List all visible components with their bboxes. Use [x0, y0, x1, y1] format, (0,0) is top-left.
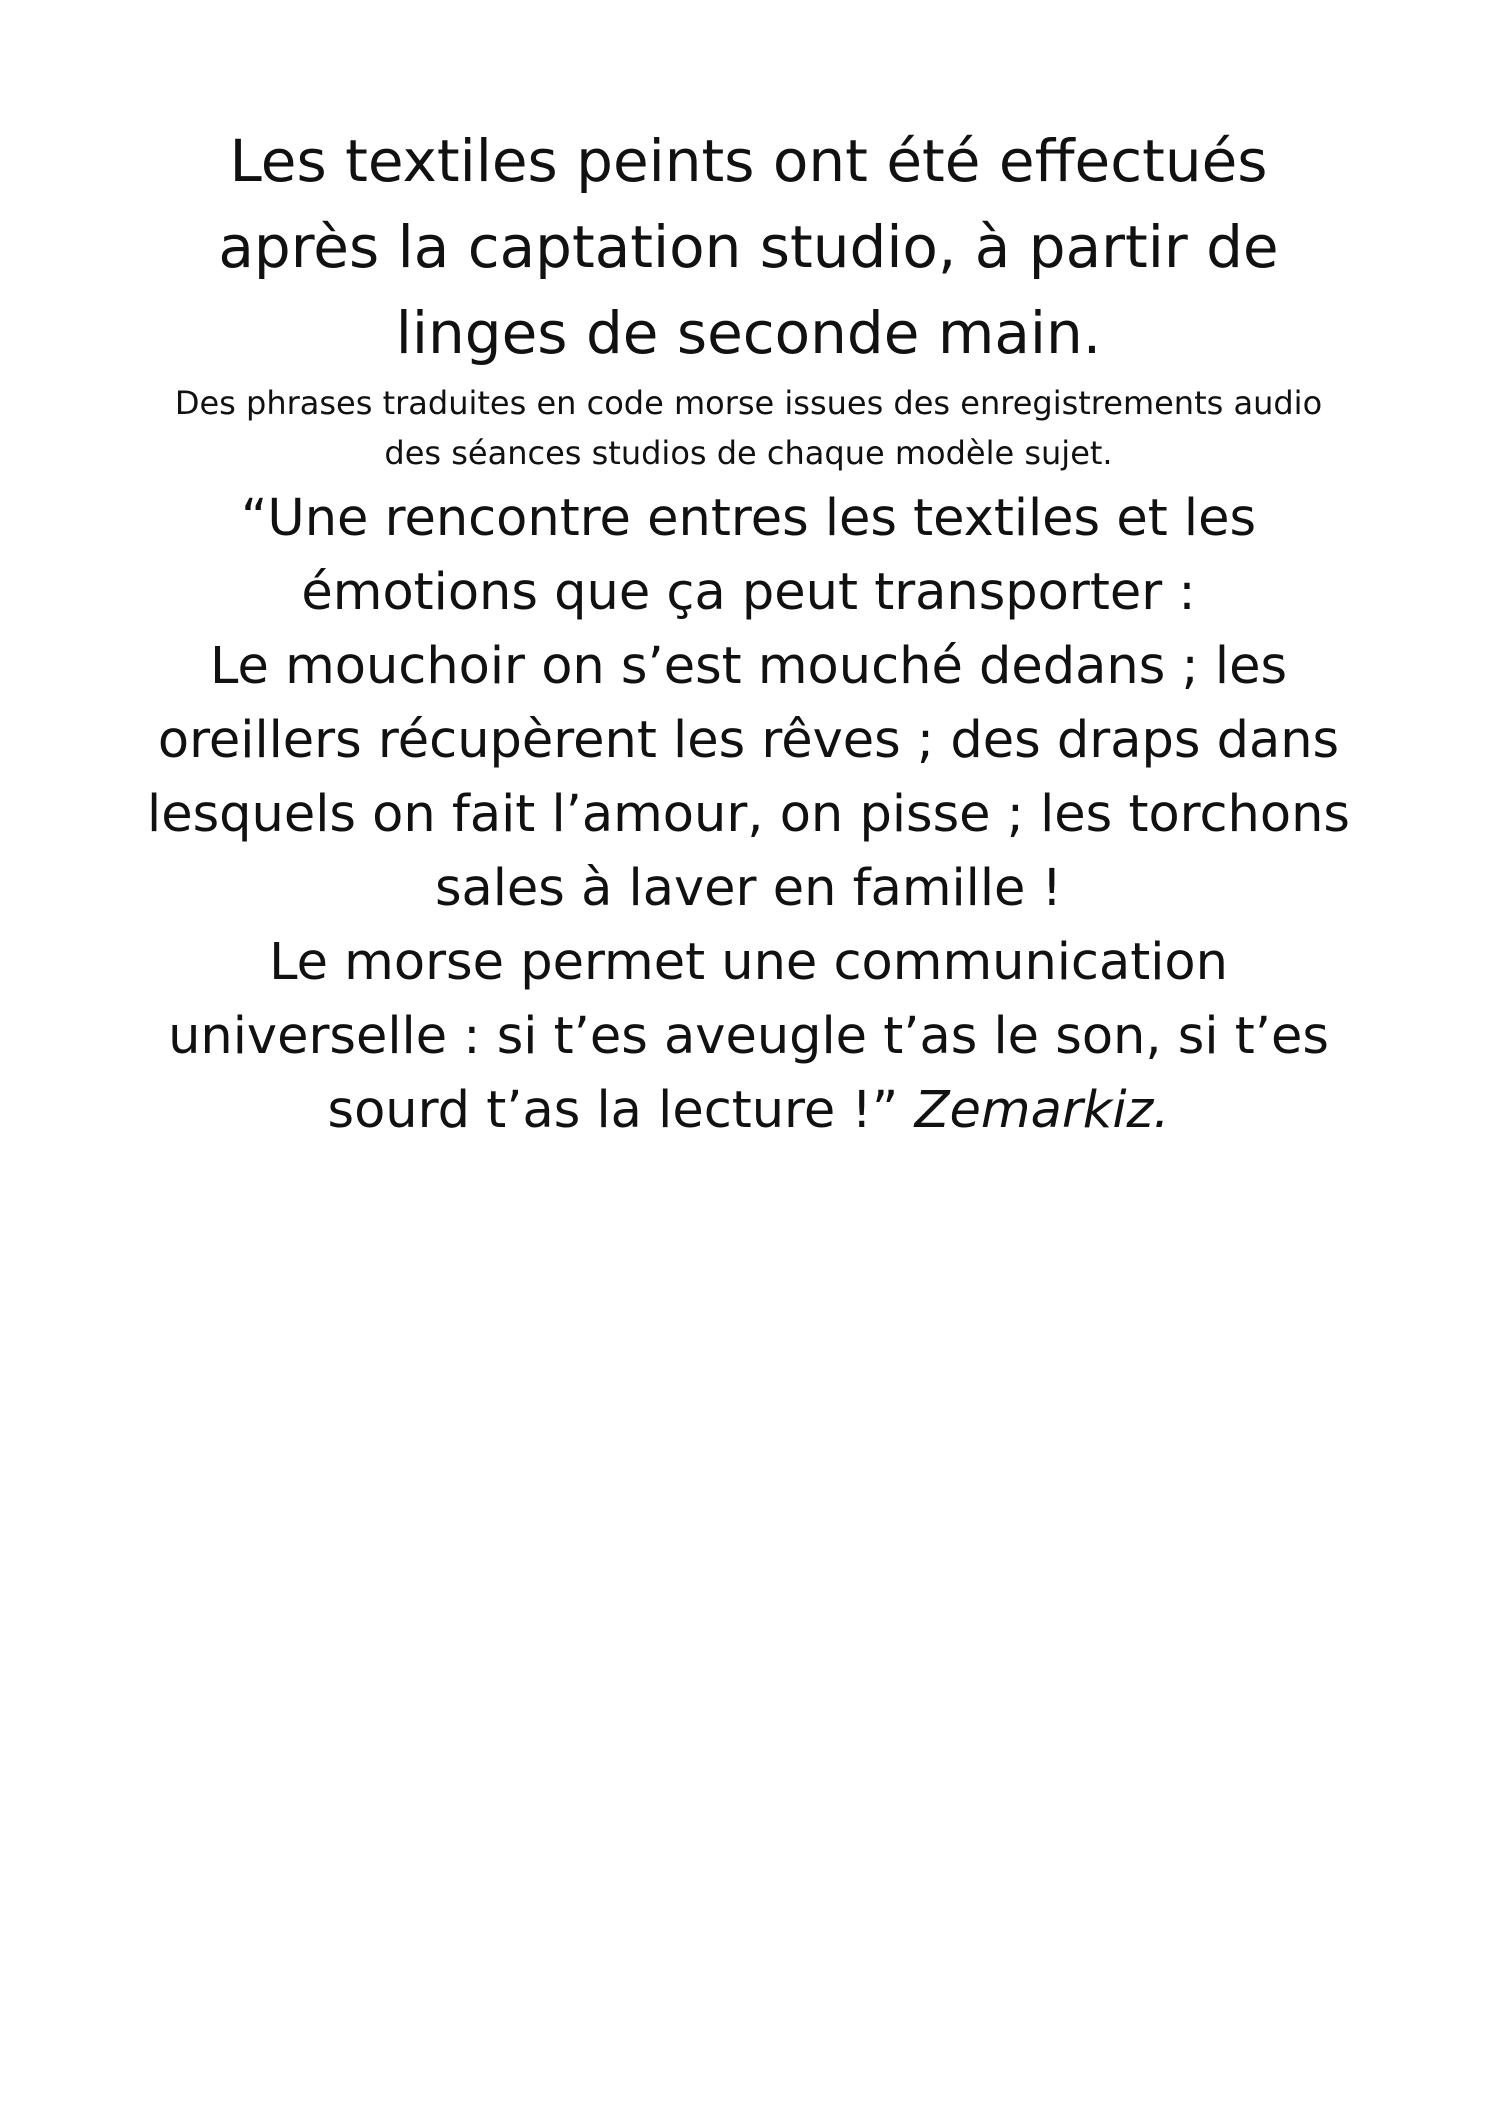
quote-closing-text: sourd t’as la lecture !” [327, 1081, 899, 1140]
description-line: Des phrases traduites en code morse issues des enregistrements audio [174, 384, 1323, 422]
quote-last-line [120, 1074, 1377, 1148]
heading-line: linges de seconde main. [395, 299, 1102, 367]
quote-line: sales à laver en famille ! [434, 859, 1063, 918]
description-text [120, 378, 1377, 478]
quote-line: “Une rencontre entres les textiles et les [240, 489, 1257, 548]
heading-line: Les textiles peints ont été effectués [229, 127, 1268, 195]
quote-line: émotions que ça peut transporter : [301, 563, 1196, 622]
quote-line: oreillers récupèrent les rêves ; des draps dans [157, 711, 1340, 770]
quote-line: universelle : si t’es aveugle t’as le son, si t’es [168, 1007, 1329, 1066]
quote-author: Zemarkiz. [914, 1081, 1170, 1140]
description-line: des séances studios de chaque modèle sujet. [384, 434, 1113, 472]
page-heading [120, 118, 1377, 376]
quote-line: lesquels on fait l’amour, on pisse ; les torchons [147, 785, 1350, 844]
heading-line: après la captation studio, à partir de [218, 213, 1279, 281]
page-content [120, 118, 1377, 1148]
quote-line: Le mouchoir on s’est mouché dedans ; les [209, 637, 1288, 696]
quote-line: Le morse permet une communication [269, 933, 1228, 992]
quote-block [120, 482, 1377, 1148]
